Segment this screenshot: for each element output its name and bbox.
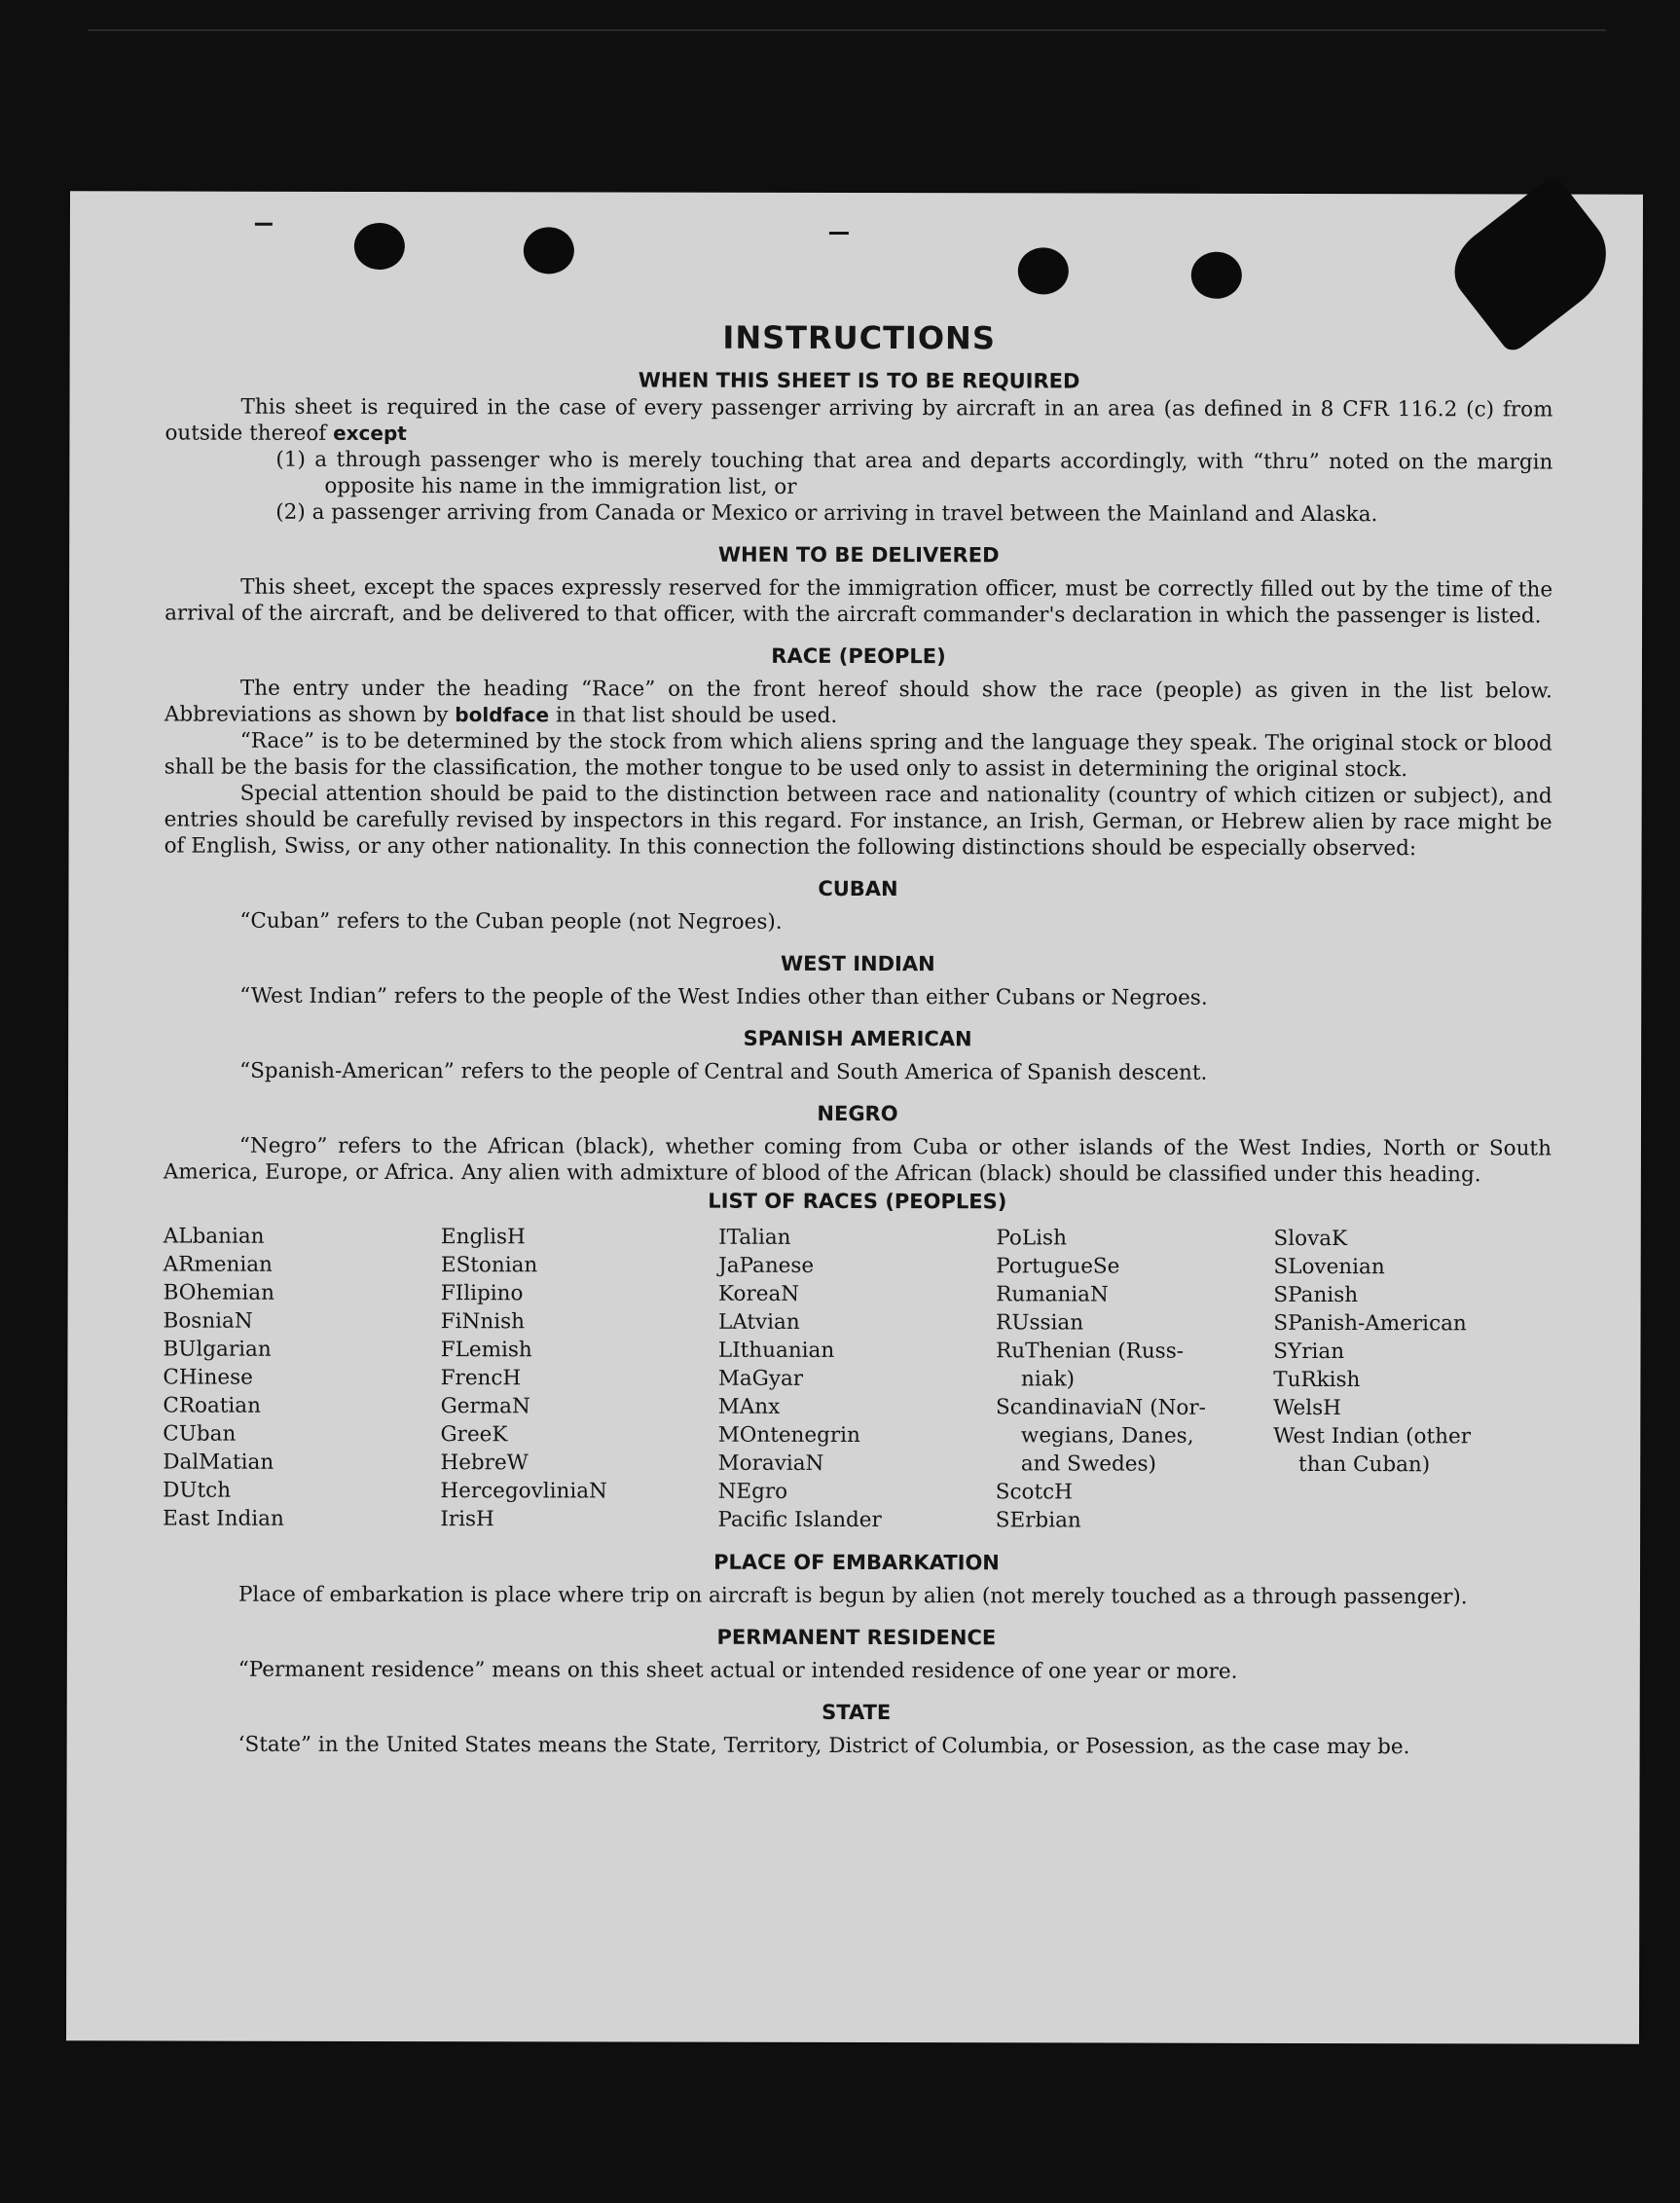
film-edge <box>88 29 1606 39</box>
heading-west-indian: WEST INDIAN <box>780 951 935 976</box>
race-entry: SPanish <box>1273 1282 1359 1308</box>
races-column <box>996 1224 1274 1535</box>
paragraph: “Cuban” refers to the Cuban people (not Negroes). <box>239 908 783 935</box>
bold-text: except <box>333 421 407 446</box>
heading-when-required: WHEN THIS SHEET IS TO BE REQUIRED <box>638 368 1080 393</box>
punch-hole <box>354 223 405 270</box>
race-entry: RuThenian (Russ- <box>996 1339 1185 1364</box>
race-entry: GermaN <box>440 1394 530 1419</box>
race-entry: RUssian <box>996 1310 1084 1336</box>
paragraph: “Permanent residence” means on this sheet actual or intended residence of one year or more. <box>237 1657 1238 1684</box>
paragraph-text: The entry under the heading “Race” on the front hereof should show the race (people) as given in the list below. Abbreviations as shown by <box>164 676 1552 728</box>
heading-embarkation: PLACE OF EMBARKATION <box>713 1550 1000 1575</box>
paragraph: “West Indian” refers to the people of the West Indies other than either Cubans or Negroes. <box>239 983 1208 1010</box>
race-entry: LIthuanian <box>717 1338 835 1363</box>
paragraph: This sheet, except the spaces expressly reserved for the immigration officer, must be correctly filled out by the time of the arrival of the aircraft, and be delivered to that officer, with the aircraft commander's declaration in which the passenger is listed. <box>164 574 1553 629</box>
heading-state: STATE <box>822 1700 892 1725</box>
race-entry: FLemish <box>440 1338 532 1363</box>
paragraph-text: in that list should be used. <box>555 703 838 728</box>
race-entry: RumaniaN <box>996 1282 1109 1307</box>
paragraph: “Spanish-American” refers to the people of Central and South America of Spanish descent. <box>239 1058 1208 1085</box>
race-entry: PoLish <box>996 1226 1067 1251</box>
paragraph: “Race” is to be determined by the stock from which aliens spring and the language they speak. The original stock or blood shall be the basis for the classification, the mother tongue to be used only to assist in determining the original stock. <box>164 728 1552 783</box>
paragraph: Special attention should be paid to the distinction between race and nationality (country of which citizen or subject), and entries should be carefully revised by inspectors in this regard. For instance, an Irish, German, or Hebrew alien by race might be of English, Swiss, or any other nationality. In this connection the following distinctions should be especially observed: <box>164 781 1552 862</box>
race-entry: ARmenian <box>163 1252 273 1277</box>
paragraph: Place of embarkation is place where trip on aircraft is begun by alien (not merely touched as a through passenger). <box>237 1582 1468 1610</box>
page-title: INSTRUCTIONS <box>722 318 996 357</box>
race-entry: FIlipino <box>440 1281 524 1306</box>
race-entry: EStonian <box>440 1253 538 1278</box>
paragraph-text: This sheet is required in the case of every passenger arriving by aircraft in an area (as defined in 8 CFR 116.2 (c) from outside thereof <box>164 394 1553 446</box>
race-entry: than Cuban) <box>1298 1451 1431 1478</box>
race-entry: SYrian <box>1273 1339 1345 1365</box>
race-entry: MoraviaN <box>717 1450 824 1476</box>
race-entry: wegians, Danes, <box>1020 1423 1194 1449</box>
stray-mark <box>255 223 273 226</box>
heading-race: RACE (PEOPLE) <box>771 643 946 669</box>
race-entry: FiNnish <box>440 1309 526 1335</box>
heading-when-delivered: WHEN TO BE DELIVERED <box>717 542 1000 568</box>
race-entry: MAnx <box>717 1394 781 1419</box>
races-column <box>1273 1225 1552 1536</box>
race-entry: EnglisH <box>440 1225 526 1250</box>
race-entry: SErbian <box>995 1508 1081 1533</box>
race-entry: ITalian <box>718 1225 791 1250</box>
race-entry: MaGyar <box>717 1366 804 1391</box>
race-entry: CUban <box>163 1421 237 1447</box>
race-entry: Pacific Islander <box>717 1507 882 1533</box>
race-entry: IrisH <box>440 1507 494 1532</box>
race-entry: CRoatian <box>163 1393 261 1418</box>
race-entry: WelsH <box>1273 1395 1341 1421</box>
races-list <box>163 1223 1552 1536</box>
race-entry: SLovenian <box>1273 1254 1385 1280</box>
race-entry: niak) <box>1021 1367 1076 1392</box>
race-entry: ScotcH <box>995 1480 1073 1505</box>
list-item: (1) a through passenger who is merely touching that area and departs accordingly, with “thru” noted on the margin opposite his name in the immigration list, or <box>275 447 1553 499</box>
races-column <box>163 1223 441 1534</box>
punch-hole <box>1191 252 1242 299</box>
race-entry: BUlgarian <box>163 1337 272 1362</box>
race-entry: PortugueSe <box>996 1254 1120 1279</box>
punch-hole <box>1018 247 1069 294</box>
race-entry: HebreW <box>440 1450 529 1476</box>
punch-hole <box>524 227 574 274</box>
race-entry: HercegovliniaN <box>440 1479 607 1504</box>
paragraph <box>164 676 1552 731</box>
race-entry: GreeK <box>440 1422 508 1448</box>
race-entry: and Swedes) <box>1020 1451 1156 1477</box>
list-item: (2) a passenger arriving from Canada or Mexico or arriving in travel between the Mainland and Alaska. <box>275 499 1378 528</box>
race-entry: DUtch <box>163 1478 232 1503</box>
heading-permanent-residence: PERMANENT RESIDENCE <box>716 1625 997 1650</box>
document-body <box>163 318 1553 1761</box>
race-entry: TuRkish <box>1273 1367 1361 1393</box>
races-column <box>440 1223 718 1534</box>
race-entry: NEgro <box>717 1479 788 1504</box>
race-entry: CHinese <box>163 1365 253 1390</box>
paragraph: “Negro” refers to the African (black), whether coming from Cuba or other islands of the West Indies, North or South America, Europe, or Africa. Any alien with admixture of blood of the African (black) should be classified under this heading. <box>163 1133 1552 1188</box>
race-entry: LAtvian <box>717 1309 800 1335</box>
race-entry: ScandinaviaN (Nor- <box>995 1395 1206 1420</box>
race-entry: KoreaN <box>718 1281 800 1306</box>
heading-negro: NEGRO <box>817 1101 898 1126</box>
race-entry: JaPanese <box>718 1253 815 1278</box>
race-entry: MOntenegrin <box>717 1422 860 1449</box>
bold-text: boldface <box>455 703 550 727</box>
races-column <box>718 1224 997 1535</box>
race-entry: DalMatian <box>163 1450 274 1475</box>
paragraph <box>164 394 1552 450</box>
heading-list-of-races: LIST OF RACES (PEOPLES) <box>708 1189 1007 1214</box>
race-entry: SlovaK <box>1273 1226 1348 1252</box>
race-entry: BOhemian <box>163 1280 274 1305</box>
race-entry: ALbanian <box>163 1224 265 1249</box>
race-entry: West Indian (other <box>1273 1423 1472 1450</box>
race-entry: SPanish-American <box>1273 1310 1467 1337</box>
heading-spanish-american: SPANISH AMERICAN <box>743 1026 972 1051</box>
instruction-sheet <box>66 191 1643 2043</box>
stray-mark <box>829 232 849 235</box>
race-entry: FrencH <box>440 1366 522 1391</box>
heading-cuban: CUBAN <box>818 876 898 901</box>
paragraph: ‘State” in the United States means the State, Territory, District of Columbia, or Posession, as the case may be. <box>237 1732 1410 1760</box>
race-entry: BosniaN <box>163 1308 253 1334</box>
race-entry: East Indian <box>163 1506 284 1531</box>
